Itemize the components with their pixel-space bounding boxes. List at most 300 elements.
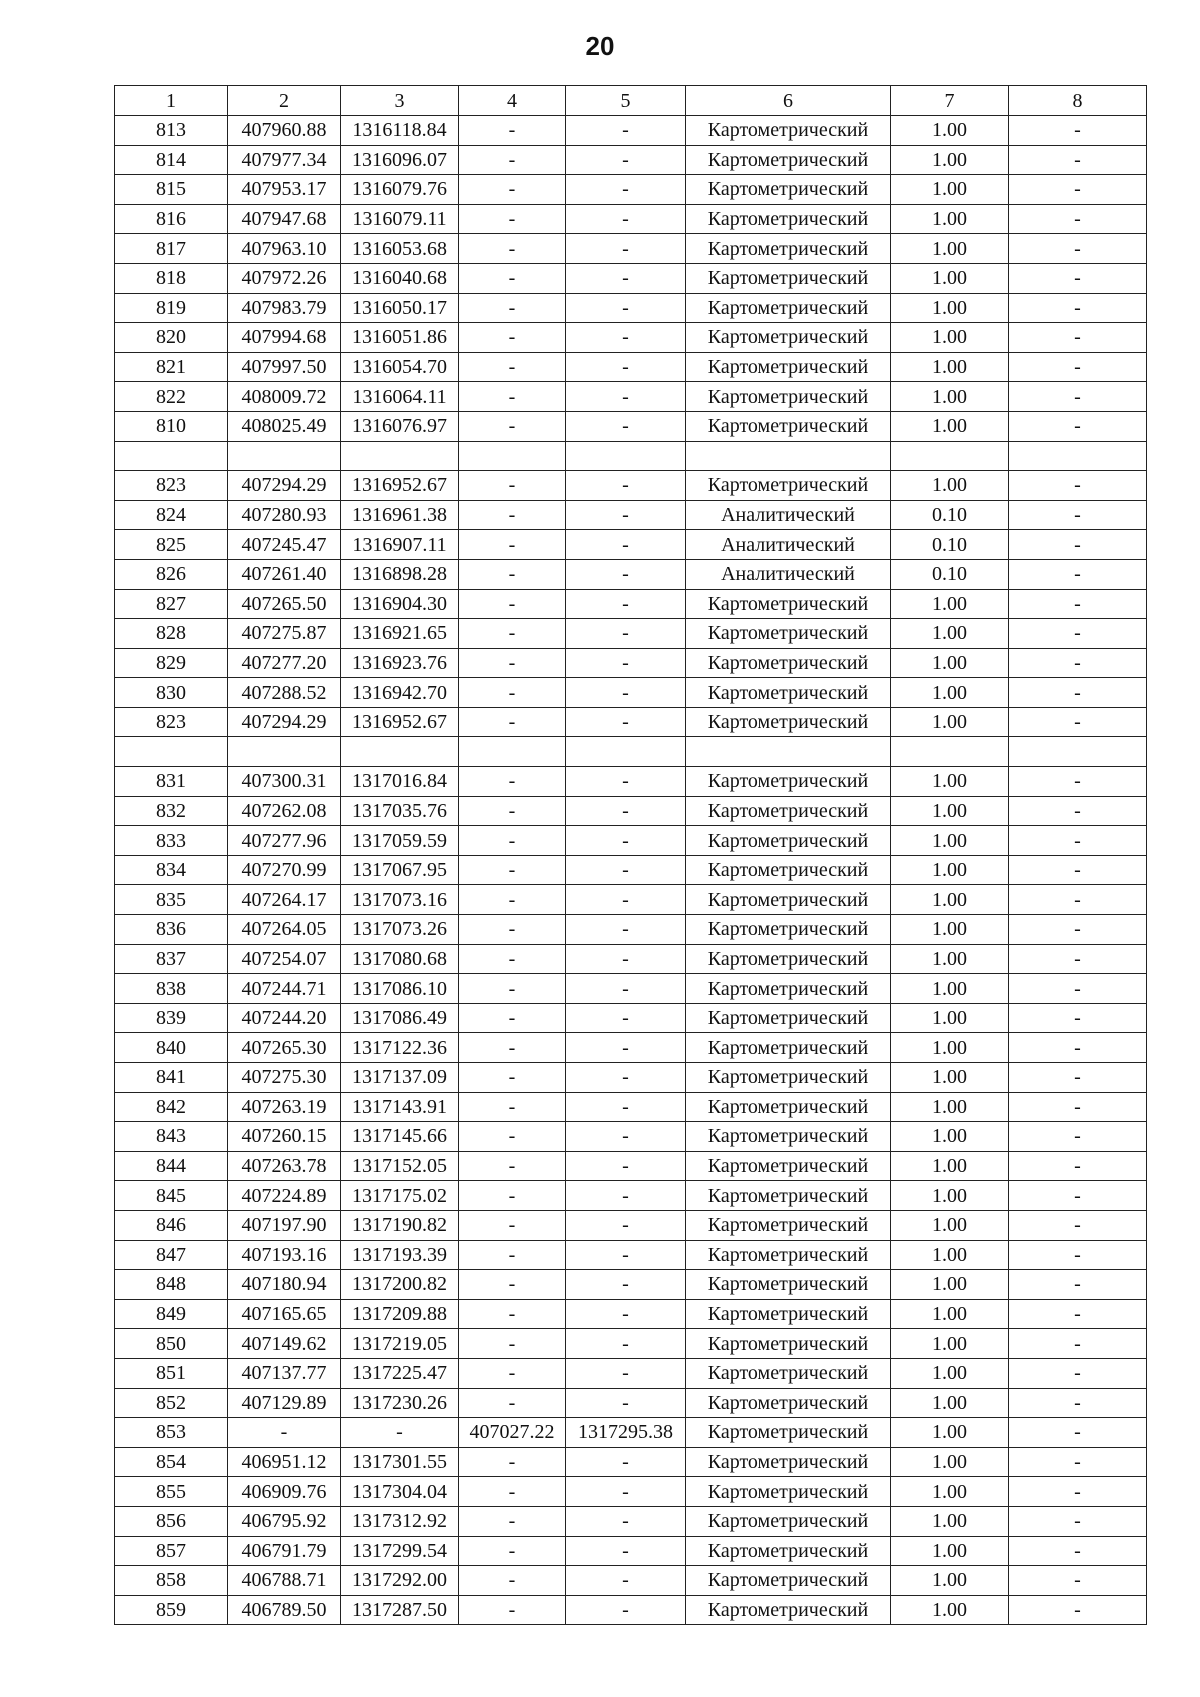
- cell-col-8: -: [1009, 352, 1147, 382]
- cell-col-3: 1316923.76: [341, 648, 459, 678]
- table-row: [115, 974, 1147, 1004]
- cell-col-8: -: [1009, 1240, 1147, 1270]
- cell-col-5: -: [566, 915, 686, 945]
- cell-col-1: 831: [115, 767, 228, 797]
- cell-col-5: [566, 441, 686, 471]
- cell-col-3: 1317175.02: [341, 1181, 459, 1211]
- cell-col-2: 406795.92: [228, 1506, 341, 1536]
- cell-col-7: 1.00: [891, 826, 1009, 856]
- table-row: [115, 234, 1147, 264]
- cell-col-7: [891, 737, 1009, 767]
- cell-col-1: 851: [115, 1358, 228, 1388]
- cell-col-3: 1317301.55: [341, 1447, 459, 1477]
- cell-col-1: 819: [115, 293, 228, 323]
- cell-col-4: -: [459, 1063, 566, 1093]
- cell-col-8: -: [1009, 826, 1147, 856]
- cell-col-1: 815: [115, 175, 228, 205]
- cell-col-2: 407262.08: [228, 796, 341, 826]
- cell-col-4: -: [459, 1210, 566, 1240]
- cell-col-3: 1316096.07: [341, 145, 459, 175]
- cell-col-1: 810: [115, 411, 228, 441]
- cell-col-6: Картометрический: [686, 382, 891, 412]
- cell-col-6: Картометрический: [686, 678, 891, 708]
- cell-col-2: 407275.30: [228, 1063, 341, 1093]
- cell-col-2: 407947.68: [228, 204, 341, 234]
- cell-col-5: -: [566, 855, 686, 885]
- cell-col-8: -: [1009, 411, 1147, 441]
- cell-col-4: -: [459, 323, 566, 353]
- cell-col-6: Картометрический: [686, 234, 891, 264]
- cell-col-4: -: [459, 1506, 566, 1536]
- table-row: [115, 1358, 1147, 1388]
- cell-col-3: 1317143.91: [341, 1092, 459, 1122]
- cell-col-4: -: [459, 1299, 566, 1329]
- cell-col-4: -: [459, 1122, 566, 1152]
- cell-col-4: -: [459, 767, 566, 797]
- cell-col-4: -: [459, 175, 566, 205]
- cell-col-5: -: [566, 234, 686, 264]
- cell-col-1: 827: [115, 589, 228, 619]
- cell-col-3: 1317292.00: [341, 1566, 459, 1596]
- cell-col-4: -: [459, 855, 566, 885]
- cell-col-7: 1.00: [891, 352, 1009, 382]
- cell-col-6: Картометрический: [686, 1181, 891, 1211]
- cell-col-1: 842: [115, 1092, 228, 1122]
- cell-col-3: 1317304.04: [341, 1477, 459, 1507]
- cell-col-8: -: [1009, 323, 1147, 353]
- cell-col-6: Картометрический: [686, 1329, 891, 1359]
- cell-col-7: 1.00: [891, 411, 1009, 441]
- cell-col-4: -: [459, 116, 566, 146]
- table-row: [115, 1447, 1147, 1477]
- cell-col-1: 839: [115, 1003, 228, 1033]
- cell-col-7: 1.00: [891, 116, 1009, 146]
- table-separator-row: [115, 737, 1147, 767]
- cell-col-4: -: [459, 1536, 566, 1566]
- cell-col-8: -: [1009, 1092, 1147, 1122]
- cell-col-1: 856: [115, 1506, 228, 1536]
- cell-col-1: 858: [115, 1566, 228, 1596]
- cell-col-7: 1.00: [891, 648, 1009, 678]
- header-col-2: 2: [228, 86, 341, 116]
- cell-col-2: 408009.72: [228, 382, 341, 412]
- cell-col-2: [228, 441, 341, 471]
- cell-col-3: 1317145.66: [341, 1122, 459, 1152]
- cell-col-6: Картометрический: [686, 1122, 891, 1152]
- table-body: [115, 116, 1147, 1625]
- cell-col-8: -: [1009, 204, 1147, 234]
- cell-col-5: -: [566, 707, 686, 737]
- cell-col-6: Картометрический: [686, 589, 891, 619]
- cell-col-1: 844: [115, 1151, 228, 1181]
- cell-col-6: Картометрический: [686, 1595, 891, 1625]
- cell-col-4: -: [459, 619, 566, 649]
- table-row: [115, 915, 1147, 945]
- cell-col-5: -: [566, 1595, 686, 1625]
- cell-col-7: 1.00: [891, 796, 1009, 826]
- cell-col-3: 1317067.95: [341, 855, 459, 885]
- cell-col-5: -: [566, 352, 686, 382]
- table-row: [115, 678, 1147, 708]
- cell-col-4: -: [459, 204, 566, 234]
- cell-col-8: -: [1009, 263, 1147, 293]
- cell-col-5: -: [566, 796, 686, 826]
- cell-col-3: 1316050.17: [341, 293, 459, 323]
- table-row: [115, 175, 1147, 205]
- cell-col-7: 1.00: [891, 707, 1009, 737]
- cell-col-1: 850: [115, 1329, 228, 1359]
- cell-col-4: -: [459, 1566, 566, 1596]
- cell-col-2: 407288.52: [228, 678, 341, 708]
- cell-col-5: -: [566, 974, 686, 1004]
- cell-col-3: 1317059.59: [341, 826, 459, 856]
- cell-col-2: 406909.76: [228, 1477, 341, 1507]
- cell-col-2: 407960.88: [228, 116, 341, 146]
- cell-col-8: -: [1009, 1388, 1147, 1418]
- cell-col-6: [686, 737, 891, 767]
- cell-col-4: -: [459, 826, 566, 856]
- cell-col-6: Картометрический: [686, 1270, 891, 1300]
- cell-col-4: -: [459, 500, 566, 530]
- cell-col-8: -: [1009, 915, 1147, 945]
- cell-col-1: 853: [115, 1418, 228, 1448]
- cell-col-8: -: [1009, 145, 1147, 175]
- cell-col-7: 1.00: [891, 1181, 1009, 1211]
- cell-col-6: Картометрический: [686, 1003, 891, 1033]
- cell-col-6: Картометрический: [686, 471, 891, 501]
- cell-col-7: 1.00: [891, 1329, 1009, 1359]
- cell-col-8: -: [1009, 530, 1147, 560]
- cell-col-1: 823: [115, 707, 228, 737]
- cell-col-1: 857: [115, 1536, 228, 1566]
- cell-col-2: 407224.89: [228, 1181, 341, 1211]
- cell-col-2: 407260.15: [228, 1122, 341, 1152]
- cell-col-2: 407264.05: [228, 915, 341, 945]
- cell-col-5: -: [566, 1092, 686, 1122]
- table-row: [115, 707, 1147, 737]
- cell-col-2: 407180.94: [228, 1270, 341, 1300]
- cell-col-8: -: [1009, 1447, 1147, 1477]
- cell-col-5: -: [566, 767, 686, 797]
- cell-col-8: -: [1009, 559, 1147, 589]
- cell-col-8: -: [1009, 1181, 1147, 1211]
- cell-col-2: 407983.79: [228, 293, 341, 323]
- cell-col-7: 1.00: [891, 1033, 1009, 1063]
- cell-col-7: 1.00: [891, 1299, 1009, 1329]
- cell-col-3: 1317073.26: [341, 915, 459, 945]
- cell-col-7: 1.00: [891, 1003, 1009, 1033]
- table-row: [115, 530, 1147, 560]
- cell-col-2: 407129.89: [228, 1388, 341, 1418]
- table-row: [115, 1418, 1147, 1448]
- cell-col-1: 849: [115, 1299, 228, 1329]
- cell-col-6: Картометрический: [686, 352, 891, 382]
- cell-col-1: 834: [115, 855, 228, 885]
- cell-col-5: -: [566, 1210, 686, 1240]
- cell-col-1: [115, 737, 228, 767]
- table-row: [115, 1270, 1147, 1300]
- cell-col-5: -: [566, 648, 686, 678]
- table-separator-row: [115, 441, 1147, 471]
- cell-col-7: 1.00: [891, 885, 1009, 915]
- cell-col-5: -: [566, 944, 686, 974]
- table-row: [115, 1299, 1147, 1329]
- cell-col-3: 1317190.82: [341, 1210, 459, 1240]
- header-col-7: 7: [891, 86, 1009, 116]
- cell-col-2: 407963.10: [228, 234, 341, 264]
- cell-col-6: Аналитический: [686, 530, 891, 560]
- cell-col-1: 848: [115, 1270, 228, 1300]
- cell-col-5: -: [566, 500, 686, 530]
- cell-col-2: 407275.87: [228, 619, 341, 649]
- cell-col-3: 1317200.82: [341, 1270, 459, 1300]
- cell-col-3: 1317086.49: [341, 1003, 459, 1033]
- cell-col-7: 1.00: [891, 1092, 1009, 1122]
- cell-col-6: Картометрический: [686, 175, 891, 205]
- table-row: [115, 263, 1147, 293]
- cell-col-5: -: [566, 885, 686, 915]
- cell-col-2: 407263.19: [228, 1092, 341, 1122]
- cell-col-2: 407244.71: [228, 974, 341, 1004]
- cell-col-6: Картометрический: [686, 1033, 891, 1063]
- cell-col-2: 407994.68: [228, 323, 341, 353]
- cell-col-2: 407997.50: [228, 352, 341, 382]
- table-row: [115, 1092, 1147, 1122]
- cell-col-4: -: [459, 293, 566, 323]
- cell-col-7: 1.00: [891, 234, 1009, 264]
- cell-col-6: Картометрический: [686, 116, 891, 146]
- cell-col-7: 1.00: [891, 1477, 1009, 1507]
- cell-col-2: 407294.29: [228, 707, 341, 737]
- table-row: [115, 1151, 1147, 1181]
- cell-col-1: 846: [115, 1210, 228, 1240]
- table-row: [115, 944, 1147, 974]
- table-row: [115, 796, 1147, 826]
- cell-col-5: -: [566, 471, 686, 501]
- cell-col-7: 1.00: [891, 1270, 1009, 1300]
- cell-col-2: 407264.17: [228, 885, 341, 915]
- table-row: [115, 767, 1147, 797]
- cell-col-1: 840: [115, 1033, 228, 1063]
- cell-col-1: 817: [115, 234, 228, 264]
- cell-col-7: 1.00: [891, 1122, 1009, 1152]
- cell-col-7: 1.00: [891, 678, 1009, 708]
- table-row: [115, 204, 1147, 234]
- cell-col-2: 407277.20: [228, 648, 341, 678]
- cell-col-8: -: [1009, 1122, 1147, 1152]
- cell-col-3: 1316064.11: [341, 382, 459, 412]
- cell-col-5: -: [566, 1033, 686, 1063]
- cell-col-7: 1.00: [891, 1388, 1009, 1418]
- cell-col-1: 854: [115, 1447, 228, 1477]
- cell-col-3: 1316051.86: [341, 323, 459, 353]
- cell-col-6: Картометрический: [686, 1418, 891, 1448]
- cell-col-2: 407254.07: [228, 944, 341, 974]
- table-row: [115, 1003, 1147, 1033]
- cell-col-7: 1.00: [891, 1240, 1009, 1270]
- cell-col-3: 1317219.05: [341, 1329, 459, 1359]
- cell-col-5: -: [566, 1270, 686, 1300]
- cell-col-4: -: [459, 1477, 566, 1507]
- cell-col-6: Аналитический: [686, 559, 891, 589]
- cell-col-7: 1.00: [891, 1595, 1009, 1625]
- cell-col-4: -: [459, 1033, 566, 1063]
- cell-col-8: -: [1009, 767, 1147, 797]
- cell-col-8: -: [1009, 648, 1147, 678]
- cell-col-8: -: [1009, 116, 1147, 146]
- cell-col-4: -: [459, 1151, 566, 1181]
- cell-col-1: 830: [115, 678, 228, 708]
- cell-col-8: -: [1009, 1151, 1147, 1181]
- cell-col-4: -: [459, 885, 566, 915]
- cell-col-6: Картометрический: [686, 1536, 891, 1566]
- table-row: [115, 145, 1147, 175]
- table-row: [115, 589, 1147, 619]
- cell-col-1: 845: [115, 1181, 228, 1211]
- cell-col-3: 1317312.92: [341, 1506, 459, 1536]
- cell-col-7: [891, 441, 1009, 471]
- cell-col-5: 1317295.38: [566, 1418, 686, 1448]
- cell-col-2: 407149.62: [228, 1329, 341, 1359]
- cell-col-2: 407300.31: [228, 767, 341, 797]
- cell-col-4: -: [459, 1388, 566, 1418]
- table-row: [115, 382, 1147, 412]
- cell-col-1: 824: [115, 500, 228, 530]
- cell-col-6: [686, 441, 891, 471]
- header-col-5: 5: [566, 86, 686, 116]
- table-row: [115, 885, 1147, 915]
- cell-col-1: 847: [115, 1240, 228, 1270]
- cell-col-8: -: [1009, 707, 1147, 737]
- header-col-8: 8: [1009, 86, 1147, 116]
- cell-col-5: -: [566, 589, 686, 619]
- cell-col-8: -: [1009, 382, 1147, 412]
- cell-col-8: -: [1009, 1270, 1147, 1300]
- cell-col-3: [341, 737, 459, 767]
- cell-col-5: -: [566, 1566, 686, 1596]
- cell-col-6: Картометрический: [686, 1447, 891, 1477]
- cell-col-3: 1317287.50: [341, 1595, 459, 1625]
- cell-col-5: -: [566, 619, 686, 649]
- cell-col-4: -: [459, 559, 566, 589]
- table-row: [115, 1477, 1147, 1507]
- table-row: [115, 1329, 1147, 1359]
- cell-col-2: 407245.47: [228, 530, 341, 560]
- cell-col-3: 1316952.67: [341, 707, 459, 737]
- table-row: [115, 648, 1147, 678]
- cell-col-6: Картометрический: [686, 411, 891, 441]
- cell-col-6: Картометрический: [686, 204, 891, 234]
- cell-col-3: 1316118.84: [341, 116, 459, 146]
- cell-col-5: [566, 737, 686, 767]
- cell-col-7: 0.10: [891, 530, 1009, 560]
- cell-col-7: 1.00: [891, 1536, 1009, 1566]
- cell-col-5: -: [566, 1477, 686, 1507]
- cell-col-8: -: [1009, 855, 1147, 885]
- coordinates-table: [114, 85, 1147, 1625]
- table-row: [115, 1181, 1147, 1211]
- cell-col-1: 821: [115, 352, 228, 382]
- cell-col-5: -: [566, 1299, 686, 1329]
- cell-col-6: Картометрический: [686, 944, 891, 974]
- cell-col-8: [1009, 441, 1147, 471]
- cell-col-7: 1.00: [891, 915, 1009, 945]
- cell-col-6: Картометрический: [686, 1210, 891, 1240]
- header-col-4: 4: [459, 86, 566, 116]
- cell-col-6: Картометрический: [686, 796, 891, 826]
- cell-col-5: -: [566, 1358, 686, 1388]
- cell-col-6: Картометрический: [686, 915, 891, 945]
- table-row: [115, 1595, 1147, 1625]
- cell-col-2: 406791.79: [228, 1536, 341, 1566]
- table-row: [115, 1566, 1147, 1596]
- cell-col-5: -: [566, 382, 686, 412]
- cell-col-6: Картометрический: [686, 323, 891, 353]
- cell-col-7: 1.00: [891, 767, 1009, 797]
- cell-col-6: Картометрический: [686, 707, 891, 737]
- cell-col-8: -: [1009, 1358, 1147, 1388]
- cell-col-4: -: [459, 1092, 566, 1122]
- table-row: [115, 1536, 1147, 1566]
- cell-col-3: 1316053.68: [341, 234, 459, 264]
- cell-col-4: -: [459, 234, 566, 264]
- cell-col-4: -: [459, 1003, 566, 1033]
- cell-col-2: 406789.50: [228, 1595, 341, 1625]
- cell-col-5: -: [566, 1536, 686, 1566]
- cell-col-5: -: [566, 1151, 686, 1181]
- cell-col-3: [341, 441, 459, 471]
- cell-col-5: -: [566, 204, 686, 234]
- cell-col-4: -: [459, 1329, 566, 1359]
- cell-col-2: 407263.78: [228, 1151, 341, 1181]
- cell-col-8: -: [1009, 471, 1147, 501]
- table-row: [115, 471, 1147, 501]
- cell-col-1: 828: [115, 619, 228, 649]
- header-row: [115, 86, 1147, 116]
- cell-col-2: 407294.29: [228, 471, 341, 501]
- header-col-3: 3: [341, 86, 459, 116]
- cell-col-5: -: [566, 530, 686, 560]
- cell-col-3: 1316079.76: [341, 175, 459, 205]
- cell-col-6: Картометрический: [686, 293, 891, 323]
- cell-col-2: 407165.65: [228, 1299, 341, 1329]
- cell-col-2: 407244.20: [228, 1003, 341, 1033]
- cell-col-7: 0.10: [891, 559, 1009, 589]
- cell-col-4: -: [459, 471, 566, 501]
- cell-col-7: 1.00: [891, 1151, 1009, 1181]
- cell-col-8: -: [1009, 678, 1147, 708]
- cell-col-8: -: [1009, 1003, 1147, 1033]
- table-row: [115, 559, 1147, 589]
- cell-col-8: -: [1009, 500, 1147, 530]
- table-row: [115, 323, 1147, 353]
- cell-col-1: 835: [115, 885, 228, 915]
- cell-col-4: -: [459, 352, 566, 382]
- cell-col-7: 0.10: [891, 500, 1009, 530]
- table-row: [115, 619, 1147, 649]
- cell-col-6: Картометрический: [686, 1151, 891, 1181]
- table-row: [115, 500, 1147, 530]
- cell-col-3: 1317137.09: [341, 1063, 459, 1093]
- cell-col-3: 1317193.39: [341, 1240, 459, 1270]
- cell-col-4: -: [459, 1595, 566, 1625]
- cell-col-8: -: [1009, 619, 1147, 649]
- cell-col-4: -: [459, 944, 566, 974]
- cell-col-5: -: [566, 145, 686, 175]
- cell-col-5: -: [566, 826, 686, 856]
- cell-col-6: Картометрический: [686, 855, 891, 885]
- cell-col-5: -: [566, 175, 686, 205]
